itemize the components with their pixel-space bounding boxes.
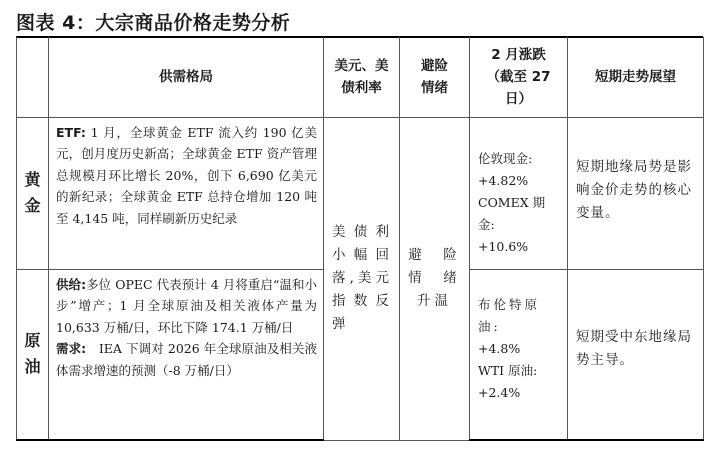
gold-change-3: COMEX 期金: [478,194,546,232]
oil-supply-label: 供给: [56,276,87,292]
oil-outlook [568,269,704,440]
header-change-line-2: （截至 27 [486,68,551,85]
oil-supply-demand [49,269,324,440]
header-usd-rates-line-1: 美元、美 [334,57,389,74]
usd-rates-cell [324,117,400,440]
gold-change-1: 伦敦现金: [478,150,533,166]
oil-demand-block [56,338,317,381]
oil-change-2: +4.8% [478,340,521,356]
header-risk-sentiment [400,37,470,117]
header-usd-rates-line-2: 债利率 [341,79,382,96]
oil-supply-text: 多位 OPEC 代表预计 4 月将重启“温和小步”增产；1 月全球原油及相关液体产量为 10,633 万桶/日，环比下降 174.1 万桶/日 [56,276,317,335]
oil-outlook-text: 短期受中东地缘局势主导。 [576,328,692,368]
header-change-line-3: 日） [505,90,532,107]
header-risk-line-1: 避险 [421,57,448,74]
oil-change-1: 布伦特原油: [478,296,541,334]
header-row [17,37,704,117]
gold-etf-label: ETF: [56,124,86,140]
header-outlook: 短期走势展望 [568,37,704,117]
oil-change-3: WTI 原油: [478,362,538,378]
header-supply-demand: 供需格局 [49,37,324,117]
oil-label [17,269,49,440]
oil-label-1: 原 [24,331,41,351]
gold-row [17,117,704,269]
oil-supply-block [56,274,317,339]
header-risk-line-2: 情绪 [421,79,448,96]
gold-outlook-text: 短期地缘局势是影响金价走势的核心变量。 [576,158,692,221]
risk-sentiment-cell [400,117,470,440]
gold-change-4: +10.6% [478,238,529,254]
gold-label-1: 黄 [24,170,41,189]
gold-etf-text: 1 月，全球黄金 ETF 流入约 190 亿美元，创月度历史新高；全球黄金 ETF 资产管理总规模月环比增长 20%，创下 6,690 亿美元的新纪录；全球黄金 ETF 总持仓增加 120 吨至 4,145 吨，同样刷新历史纪录 [56,124,317,226]
page-title: 图表 4：大宗商品价格走势分析 [16,12,291,34]
header-feb-change [470,37,568,117]
header-usd-rates [324,37,400,117]
header-blank [17,37,49,117]
oil-change [470,269,568,440]
oil-demand-text: IEA 下调对 2026 年全球原油及相关液体需求增速的预测（-8 万桶/日） [56,341,317,378]
gold-label-2: 金 [24,196,41,215]
risk-text-1: 避 险 [408,247,461,263]
commodity-table [16,37,704,441]
gold-supply-demand [49,117,324,269]
oil-demand-label: 需求: [56,341,87,356]
gold-change [470,117,568,269]
header-change-line-1: 2 月涨跌 [491,46,546,63]
gold-change-2: +4.82% [478,172,529,188]
gold-label [17,117,49,269]
oil-label-2: 油 [24,357,41,377]
risk-text-2: 情 绪 [408,270,461,286]
gold-outlook [568,117,704,269]
risk-text-3: 升温 [417,293,452,309]
usd-rates-text: 美债利小幅回落,美元指数反弹 [332,224,391,332]
oil-change-4: +2.4% [478,384,521,400]
